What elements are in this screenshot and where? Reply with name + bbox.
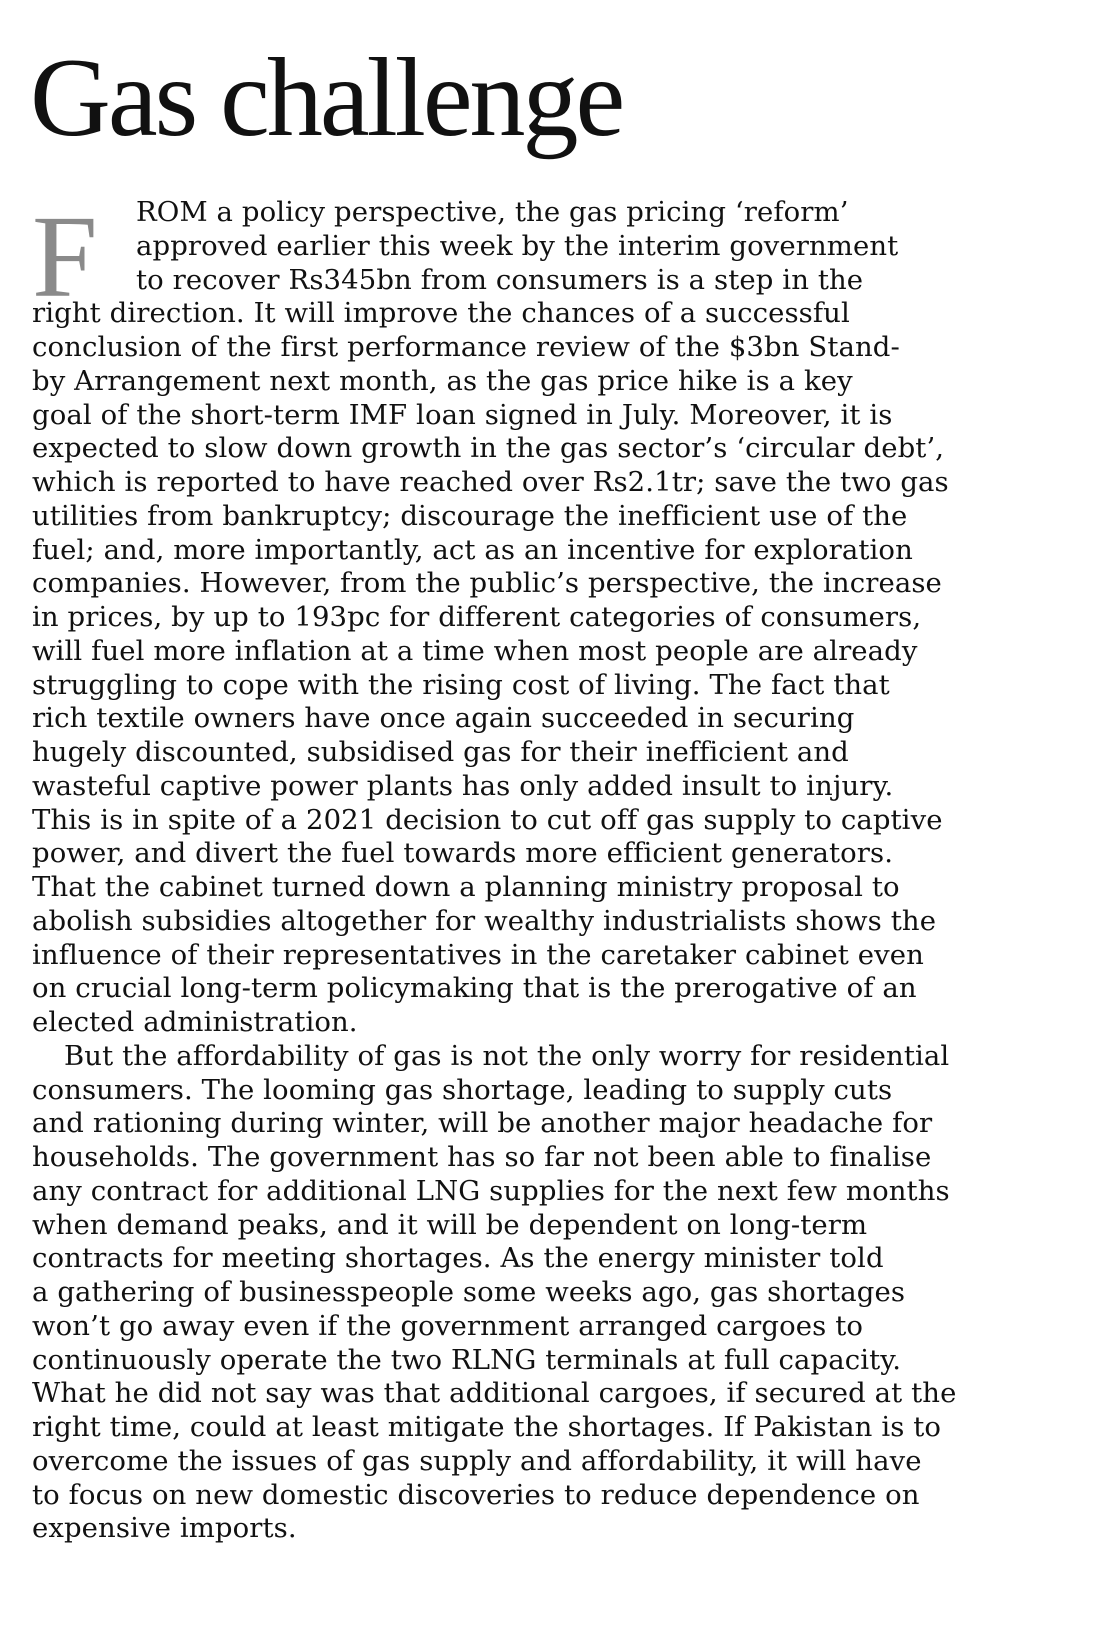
body-line: What he did not say was that additional cargoes, if secured at the: [32, 1377, 957, 1410]
headline: Gas challenge: [30, 36, 623, 160]
paragraph: [32, 1040, 1072, 1546]
body-line: a gathering of businesspeople some weeks ago, gas shortages: [32, 1276, 906, 1308]
body-line: will fuel more inflation at a time when most people are already: [32, 634, 918, 667]
body-line: hugely discounted, subsidised gas for their inefficient and: [32, 736, 849, 768]
body-line: wasteful captive power plants has only added insult to injury.: [32, 769, 894, 802]
body-line: and rationing during winter, will be another major headache for: [32, 1107, 933, 1140]
body-line: when demand peaks, and it will be dependent on long-term: [32, 1208, 868, 1241]
body-line: to focus on new domestic discoveries to reduce dependence on: [32, 1478, 920, 1511]
body-line: overcome the issues of gas supply and affordability, it will have: [32, 1444, 922, 1477]
body-line: households. The government has so far not been able to finalise: [32, 1141, 932, 1173]
drop-cap: F: [32, 191, 98, 322]
body-line: expected to slow down growth in the gas sector’s ‘circular debt’,: [32, 432, 945, 465]
body-line: companies. However, from the public’s perspective, the increase: [32, 567, 942, 600]
body-line: to recover Rs345bn from consumers is a step in the: [136, 263, 864, 296]
body-line: This is in spite of a 2021 decision to cut off gas supply to captive: [32, 803, 943, 836]
body-line: approved earlier this week by the interim government: [136, 229, 899, 262]
body-line: which is reported to have reached over Rs2.1tr; save the two gas: [32, 466, 949, 498]
body-line: continuously operate the two RLNG terminals at full capacity.: [32, 1343, 902, 1376]
body-line: rich textile owners have once again succeeded in securing: [32, 702, 855, 735]
body-line: right time, could at least mitigate the shortages. If Pakistan is to: [32, 1411, 942, 1443]
article-body: [32, 191, 1072, 1546]
body-line: But the affordability of gas is not the only worry for residential: [64, 1039, 950, 1072]
body-line: conclusion of the first performance review of the $3bn Stand-: [32, 331, 900, 363]
body-line: any contract for additional LNG supplies for the next few months: [32, 1174, 950, 1207]
body-line: utilities from bankruptcy; discourage the inefficient use of the: [32, 499, 908, 532]
body-line: ROM a policy perspective, the gas pricing ‘reform’: [136, 196, 849, 228]
body-line: power, and divert the fuel towards more efficient generators.: [32, 837, 894, 870]
body-line: right direction. It will improve the chances of a successful: [32, 297, 850, 330]
body-line: That the cabinet turned down a planning ministry proposal to: [32, 871, 900, 903]
body-line: goal of the short-term IMF loan signed in July. Moreover, it is: [32, 398, 893, 431]
body-line: influence of their representatives in the caretaker cabinet even: [32, 938, 924, 971]
body-line: expensive imports.: [32, 1512, 297, 1545]
body-line: consumers. The looming gas shortage, leading to supply cuts: [32, 1073, 893, 1106]
body-line: elected administration.: [32, 1006, 358, 1038]
body-line: struggling to cope with the rising cost of living. The fact that: [32, 668, 890, 701]
body-line: won’t go away even if the government arranged cargoes to: [32, 1309, 864, 1342]
body-line: by Arrangement next month, as the gas price hike is a key: [32, 364, 853, 397]
body-line: in prices, by up to 193pc for different categories of consumers,: [32, 601, 922, 633]
body-line: abolish subsidies altogether for wealthy industrialists shows the: [32, 904, 937, 937]
paragraph: [32, 191, 1072, 1040]
body-line: fuel; and, more importantly, act as an incentive for exploration: [32, 533, 913, 566]
body-line: contracts for meeting shortages. As the energy minister told: [32, 1242, 884, 1275]
body-line: on crucial long-term policymaking that is the prerogative of an: [32, 972, 917, 1005]
